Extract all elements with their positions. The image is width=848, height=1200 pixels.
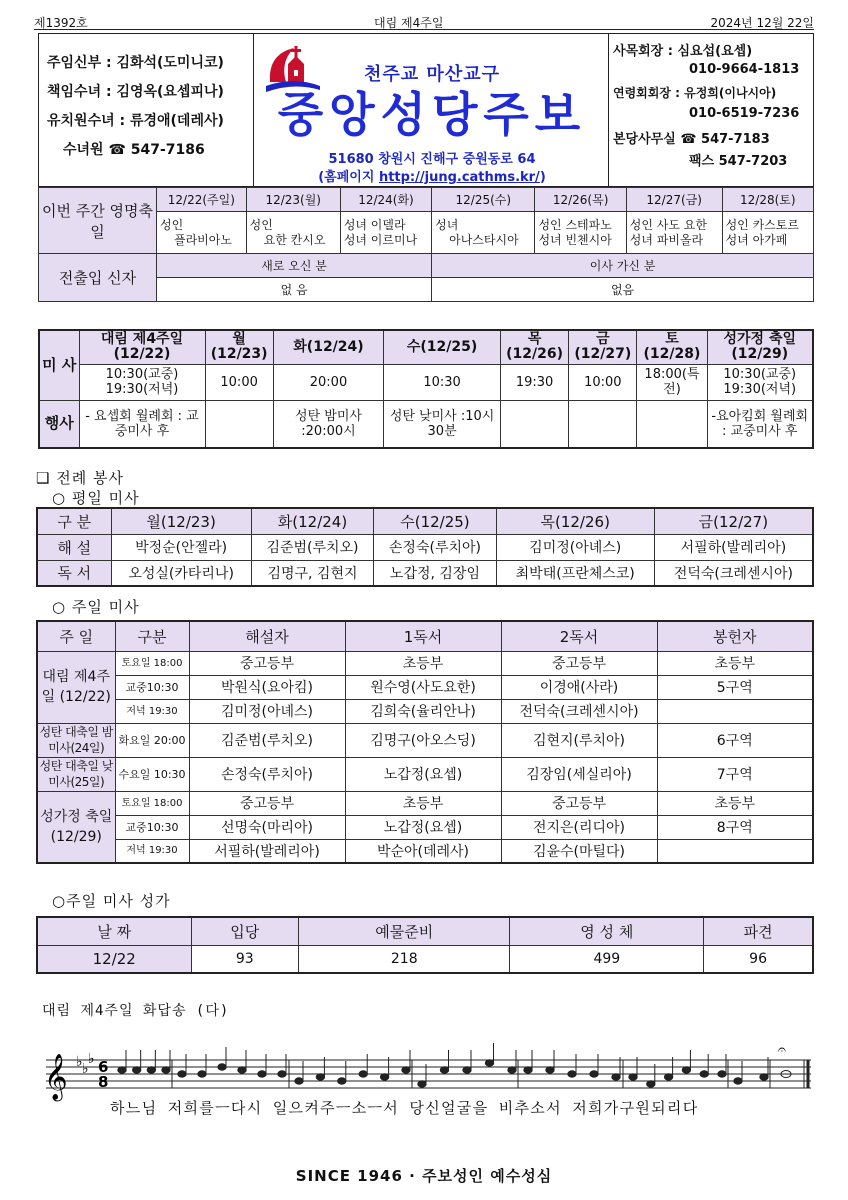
table-cell: 서필하(발레리아) bbox=[189, 839, 345, 863]
table-cell bbox=[657, 839, 813, 863]
bulletin-header bbox=[38, 33, 814, 187]
newcomers-value: 없 음 bbox=[157, 278, 432, 302]
transfer-label: 전출입 신자 bbox=[39, 254, 157, 302]
table-cell: 이경애(사라) bbox=[501, 675, 657, 699]
note-head bbox=[664, 1074, 672, 1080]
mass-time: 10:30(교중) 19:30(저녁) bbox=[79, 364, 205, 400]
table-cell: 김준범(루치오) bbox=[251, 534, 373, 560]
table-cell: 초등부 bbox=[345, 651, 501, 675]
table-cell: 김준범(루치오) bbox=[189, 723, 345, 757]
mass-schedule-table bbox=[38, 329, 814, 449]
table-cell: 전덕숙(크레센시아) bbox=[501, 699, 657, 723]
homepage-close: ) bbox=[539, 170, 546, 185]
note-head bbox=[418, 1081, 426, 1087]
sunday-header: 2독서 bbox=[501, 621, 657, 651]
note-head bbox=[568, 1071, 576, 1077]
kindergarten-sister: 유치원수녀 : 류경애(데레사) bbox=[47, 113, 224, 129]
table-cell: 박원식(요아킴) bbox=[189, 675, 345, 699]
table-cell bbox=[657, 699, 813, 723]
table-cell: 김희숙(율리안나) bbox=[345, 699, 501, 723]
mass-time: 19:30 bbox=[500, 364, 568, 400]
hymn-header: 영 성 체 bbox=[510, 917, 704, 945]
table-cell: 중고등부 bbox=[189, 651, 345, 675]
mass-slot: 토요일 18:00 bbox=[115, 651, 189, 675]
table-cell: 전덕숙(크레센시아) bbox=[654, 560, 813, 586]
clergy-info bbox=[39, 34, 253, 186]
flat-icon: ♭ bbox=[82, 1061, 89, 1077]
staff-lines bbox=[46, 1060, 811, 1088]
mass-header: 목(12/26) bbox=[500, 330, 568, 364]
office-phone: 본당사무실 ☎ 547-7183 bbox=[613, 132, 770, 147]
role-label: 해 설 bbox=[37, 534, 111, 560]
note-head bbox=[162, 1067, 170, 1073]
note-head bbox=[647, 1081, 655, 1087]
hymn-number: 96 bbox=[704, 945, 813, 973]
church-address: 51680 창원시 진해구 중원동로 64 bbox=[328, 152, 536, 167]
liturgical-season: 대림 제4주일 bbox=[374, 16, 444, 30]
note-head bbox=[546, 1067, 554, 1073]
note-head bbox=[198, 1071, 206, 1077]
table-cell: 김미정(아녜스) bbox=[496, 534, 654, 560]
masthead bbox=[253, 34, 609, 186]
note-head bbox=[590, 1071, 598, 1077]
note-head bbox=[359, 1071, 367, 1077]
table-cell: 김명구(아오스딩) bbox=[345, 723, 501, 757]
sunday-group-label: 성탄 대축일 밤미사(24일) bbox=[37, 723, 115, 757]
weekday-service-table bbox=[36, 507, 814, 587]
saint-cell: 성녀 아나스타시아 bbox=[432, 212, 535, 254]
mass-slot: 교중10:30 bbox=[115, 675, 189, 699]
council-president: 사목회장 : 심요섭(요셉) bbox=[613, 44, 753, 59]
flat-icon: ♭ bbox=[76, 1054, 83, 1070]
note-head bbox=[380, 1074, 388, 1080]
table-cell: 중고등부 bbox=[501, 791, 657, 815]
note-head bbox=[338, 1078, 346, 1084]
table-cell: 박정순(안젤라) bbox=[111, 534, 251, 560]
note-head bbox=[218, 1064, 226, 1070]
moved-out-value: 없음 bbox=[432, 278, 814, 302]
sunday-header: 봉헌자 bbox=[657, 621, 813, 651]
hymn-number: 218 bbox=[299, 945, 510, 973]
table-cell: 선명숙(마리아) bbox=[189, 815, 345, 839]
council-phone: 010-9664-1813 bbox=[689, 62, 800, 77]
note-head bbox=[760, 1074, 768, 1080]
mass-slot: 저녁 19:30 bbox=[115, 839, 189, 863]
note-head bbox=[178, 1071, 186, 1077]
psalm-lyrics: 하느님 저희를ㅡ다시 일으켜주ㅡ소ㅡ서 당신얼굴을 비추소서 저희가구원되리다 bbox=[110, 1099, 699, 1117]
feast-day: 12/24(화) bbox=[340, 188, 431, 212]
event-cell bbox=[569, 400, 637, 448]
hymn-header: 입당 bbox=[191, 917, 299, 945]
mass-header: 금(12/27) bbox=[569, 330, 637, 364]
table-cell: 초등부 bbox=[345, 791, 501, 815]
homepage-label: (홈페이지 bbox=[318, 170, 375, 185]
feast-day: 12/26(목) bbox=[535, 188, 626, 212]
feast-day: 12/22(주일) bbox=[157, 188, 247, 212]
table-cell: 초등부 bbox=[657, 791, 813, 815]
hymn-header: 예물준비 bbox=[299, 917, 510, 945]
note-head bbox=[132, 1067, 140, 1073]
mass-slot: 화요일 20:00 bbox=[115, 723, 189, 757]
table-cell: 김윤수(마틸다) bbox=[501, 839, 657, 863]
homepage bbox=[254, 166, 610, 185]
treble-clef-icon: 𝄞 bbox=[44, 1054, 68, 1100]
table-cell: 김현지(루치아) bbox=[501, 723, 657, 757]
table-cell: 초등부 bbox=[657, 651, 813, 675]
note-head bbox=[402, 1067, 410, 1073]
note-head bbox=[718, 1071, 726, 1077]
table-cell: 6구역 bbox=[657, 723, 813, 757]
table-cell: 서필하(발레리아) bbox=[654, 534, 813, 560]
role-label: 독 서 bbox=[37, 560, 111, 586]
issue-date: 2024년 12월 22일 bbox=[710, 16, 814, 30]
mass-header: 대림 제4주일 (12/22) bbox=[79, 330, 205, 364]
sunday-header: 1독서 bbox=[345, 621, 501, 651]
note-head bbox=[463, 1067, 471, 1073]
note-head bbox=[295, 1078, 303, 1084]
hymn-header: 날 짜 bbox=[37, 917, 191, 945]
event-side-label: 행사 bbox=[39, 400, 79, 448]
feast-day: 12/25(수) bbox=[432, 188, 535, 212]
mass-time: 20:00 bbox=[273, 364, 383, 400]
saint-cell: 성인 플라비아노 bbox=[157, 212, 247, 254]
saint-cell: 성인 요한 칸시오 bbox=[246, 212, 340, 254]
table-cell: 김미정(아녜스) bbox=[189, 699, 345, 723]
table-cell: 손정숙(루치아) bbox=[374, 534, 496, 560]
note-head bbox=[147, 1067, 155, 1073]
mass-time: 18:00(특전) bbox=[637, 364, 707, 400]
pastor: 주임신부 : 김화석(도미니코) bbox=[47, 55, 224, 71]
note-head bbox=[440, 1067, 448, 1073]
newcomers-label: 새로 오신 분 bbox=[157, 254, 432, 278]
weekday-header: 화(12/24) bbox=[251, 508, 373, 534]
table-cell: 8구역 bbox=[657, 815, 813, 839]
note-head bbox=[524, 1067, 532, 1073]
fermata-icon: 𝄐 bbox=[778, 1042, 786, 1058]
hymn-number: 93 bbox=[191, 945, 299, 973]
saint-cell: 성인 카스토르 성녀 아가페 bbox=[722, 212, 813, 254]
head-sister: 책임수녀 : 김영옥(요셉피나) bbox=[47, 84, 224, 100]
event-cell: -요아킴회 월례회 : 교중미사 후 bbox=[707, 400, 813, 448]
mass-slot: 수요일 10:30 bbox=[115, 757, 189, 791]
table-cell: 손정숙(루치아) bbox=[189, 757, 345, 791]
homepage-link[interactable]: http://jung.cathms.kr/ bbox=[378, 170, 540, 185]
mass-side-label: 미 사 bbox=[39, 330, 79, 400]
table-cell: 원수영(사도요한) bbox=[345, 675, 501, 699]
sunday-header: 해설자 bbox=[189, 621, 345, 651]
event-cell bbox=[500, 400, 568, 448]
note-head bbox=[258, 1071, 266, 1077]
convent-phone: 수녀원 ☎ 547-7186 bbox=[63, 142, 205, 158]
bulletin-title: 중앙성당주보 bbox=[277, 88, 587, 143]
mass-slot: 토요일 18:00 bbox=[115, 791, 189, 815]
time-signature-top: 6 bbox=[98, 1058, 109, 1076]
table-cell: 박순아(데레사) bbox=[345, 839, 501, 863]
note-head bbox=[682, 1067, 690, 1073]
funeral-phone: 010-6519-7236 bbox=[689, 106, 800, 121]
table-cell: 중고등부 bbox=[189, 791, 345, 815]
note-head bbox=[118, 1067, 126, 1073]
event-cell: 성탄 낮미사 :10시30분 bbox=[384, 400, 501, 448]
issue-number: 제1392호 bbox=[34, 16, 88, 30]
hymn-number: 499 bbox=[510, 945, 704, 973]
table-cell: 전지은(리디아) bbox=[501, 815, 657, 839]
table-cell: 최박태(프란체스코) bbox=[496, 560, 654, 586]
weekday-header: 금(12/27) bbox=[654, 508, 813, 534]
sunday-group-label: 대림 제4주일 (12/22) bbox=[37, 651, 115, 723]
weekday-header: 월(12/23) bbox=[111, 508, 251, 534]
sunday-group-label: 성가정 축일 (12/29) bbox=[37, 791, 115, 863]
sunday-title: ○ 주일 미사 bbox=[52, 598, 140, 616]
hymn-header: 파견 bbox=[704, 917, 813, 945]
footer-motto: SINCE 1946 · 주보성인 예수성심 bbox=[295, 1167, 553, 1185]
saint-cell: 성인 사도 요한 성녀 파비올라 bbox=[626, 212, 722, 254]
note-head bbox=[238, 1067, 246, 1073]
moved-out-label: 이사 가신 분 bbox=[432, 254, 814, 278]
note-head bbox=[612, 1074, 620, 1080]
saint-cell: 성인 스테파노 성녀 빈첸시아 bbox=[535, 212, 626, 254]
feast-day: 12/28(토) bbox=[722, 188, 813, 212]
table-cell: 노갑정, 김장임 bbox=[374, 560, 496, 586]
event-cell: - 요셉회 월례회 : 교중미사 후 bbox=[79, 400, 205, 448]
event-cell bbox=[637, 400, 707, 448]
sunday-group-label: 성탄 대축일 낮미사(25일) bbox=[37, 757, 115, 791]
feast-label: 이번 주간 영명축일 bbox=[39, 188, 157, 254]
note-head bbox=[278, 1071, 286, 1077]
note-head bbox=[316, 1074, 324, 1080]
table-cell: 오성실(카타리나) bbox=[111, 560, 251, 586]
liturgy-section-title: ❑ 전례 봉사 bbox=[36, 469, 124, 487]
mass-slot: 저녁 19:30 bbox=[115, 699, 189, 723]
event-cell: 성탄 밤미사 :20:00시 bbox=[273, 400, 383, 448]
event-cell bbox=[205, 400, 273, 448]
table-cell: 김장임(세실리아) bbox=[501, 757, 657, 791]
saint-cell: 성녀 이델라 성녀 이르미나 bbox=[340, 212, 431, 254]
feast-day: 12/23(월) bbox=[246, 188, 340, 212]
sunday-header: 주 일 bbox=[37, 621, 115, 651]
note-head bbox=[734, 1078, 742, 1084]
funeral-president: 연령회회장 : 유정희(이나시아) bbox=[613, 86, 777, 100]
time-signature-bottom: 8 bbox=[98, 1073, 109, 1091]
mass-time: 10:30 bbox=[384, 364, 501, 400]
fax: 팩스 547-7203 bbox=[689, 154, 788, 169]
table-cell: 노갑정(요셉) bbox=[345, 815, 501, 839]
sunday-header: 구분 bbox=[115, 621, 189, 651]
weekday-header: 목(12/26) bbox=[496, 508, 654, 534]
table-cell: 7구역 bbox=[657, 757, 813, 791]
note-head bbox=[629, 1074, 637, 1080]
weekday-header: 수(12/25) bbox=[374, 508, 496, 534]
psalm-title: 대림 제4주일 화답송 (다) bbox=[42, 1003, 230, 1019]
mass-header: 성가정 축일 (12/29) bbox=[707, 330, 813, 364]
hymn-table bbox=[36, 916, 814, 974]
feast-days-table bbox=[38, 187, 814, 302]
issue-bar bbox=[34, 12, 814, 30]
mass-time: 10:30(교중) 19:30(저녁) bbox=[707, 364, 813, 400]
note-head bbox=[508, 1067, 516, 1073]
table-cell: 노갑정(요셉) bbox=[345, 757, 501, 791]
note-head bbox=[485, 1060, 493, 1066]
sunday-service-table bbox=[36, 620, 814, 864]
table-cell: 5구역 bbox=[657, 675, 813, 699]
feast-day: 12/27(금) bbox=[626, 188, 722, 212]
contacts bbox=[609, 34, 815, 186]
note-head bbox=[700, 1071, 708, 1077]
mass-header: 토(12/28) bbox=[637, 330, 707, 364]
table-cell: 중고등부 bbox=[501, 651, 657, 675]
mass-header: 화(12/24) bbox=[273, 330, 383, 364]
hymn-title: ○주일 미사 성가 bbox=[52, 892, 171, 910]
hymn-date: 12/22 bbox=[37, 945, 191, 973]
mass-header: 수(12/25) bbox=[384, 330, 501, 364]
diocese-name: 천주교 마산교구 bbox=[364, 64, 500, 85]
weekday-title: ○ 평일 미사 bbox=[52, 489, 140, 507]
flat-icon: ♭ bbox=[88, 1051, 95, 1067]
table-cell: 김명구, 김현지 bbox=[251, 560, 373, 586]
mass-header: 월(12/23) bbox=[205, 330, 273, 364]
weekday-header: 구 분 bbox=[37, 508, 111, 534]
mass-time: 10:00 bbox=[569, 364, 637, 400]
mass-time: 10:00 bbox=[205, 364, 273, 400]
mass-slot: 교중10:30 bbox=[115, 815, 189, 839]
